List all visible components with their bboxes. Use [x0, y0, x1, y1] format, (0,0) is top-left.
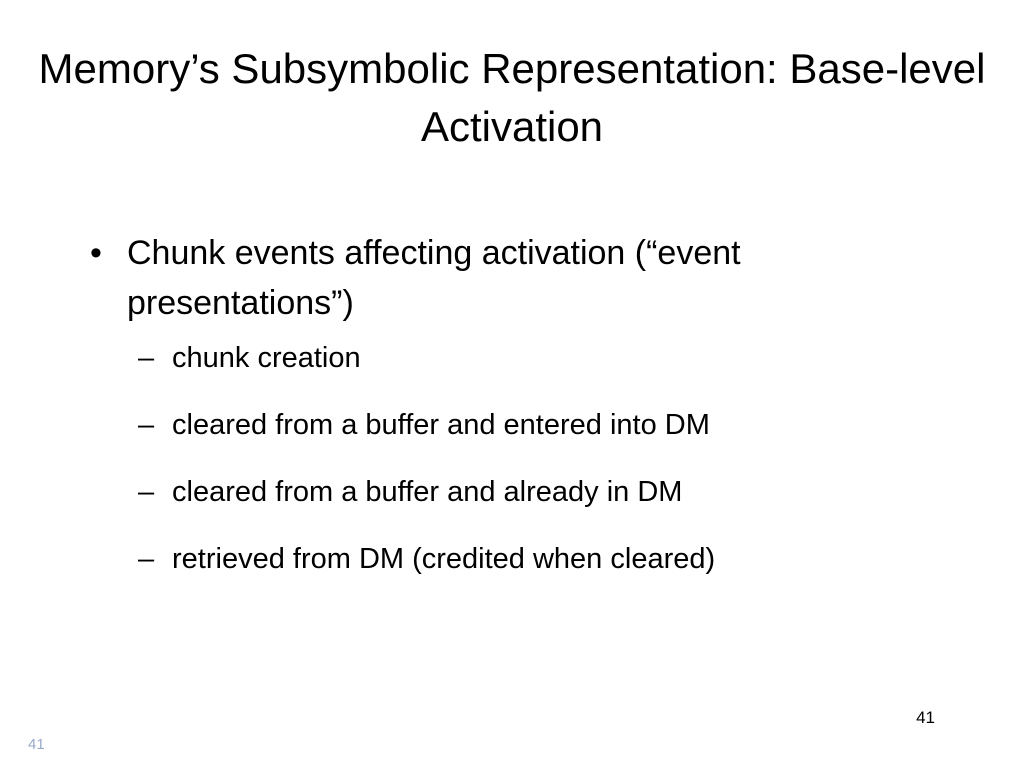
sub-bullet-item [90, 405, 950, 445]
sub-bullet-marker: – [138, 409, 155, 441]
sub-bullet-item [90, 338, 950, 378]
sub-bullet-text: chunk creation [172, 342, 361, 374]
slide-number: 41 [916, 708, 935, 727]
footer-slide-number: 41 [28, 736, 45, 753]
sub-bullet-marker: – [138, 342, 155, 374]
sub-bullet-item [90, 472, 950, 512]
sub-bullet-item [90, 539, 950, 579]
sub-bullet-text: cleared from a buffer and entered into DM [172, 409, 710, 441]
sub-bullet-marker: – [138, 543, 155, 575]
sub-bullet-marker: – [138, 476, 155, 508]
sub-bullet-text: retrieved from DM (credited when cleared) [172, 543, 716, 575]
bullet-text: Chunk events affecting activation (“event presentations”) [127, 234, 741, 322]
sub-bullet-list [90, 338, 950, 579]
bullet-marker: • [90, 234, 102, 272]
slide-content [90, 228, 950, 606]
slide-title: Memory’s Subsymbolic Representation: Base-level Activation [38, 45, 986, 150]
bullet-item [90, 228, 950, 328]
sub-bullet-text: cleared from a buffer and already in DM [172, 476, 683, 508]
